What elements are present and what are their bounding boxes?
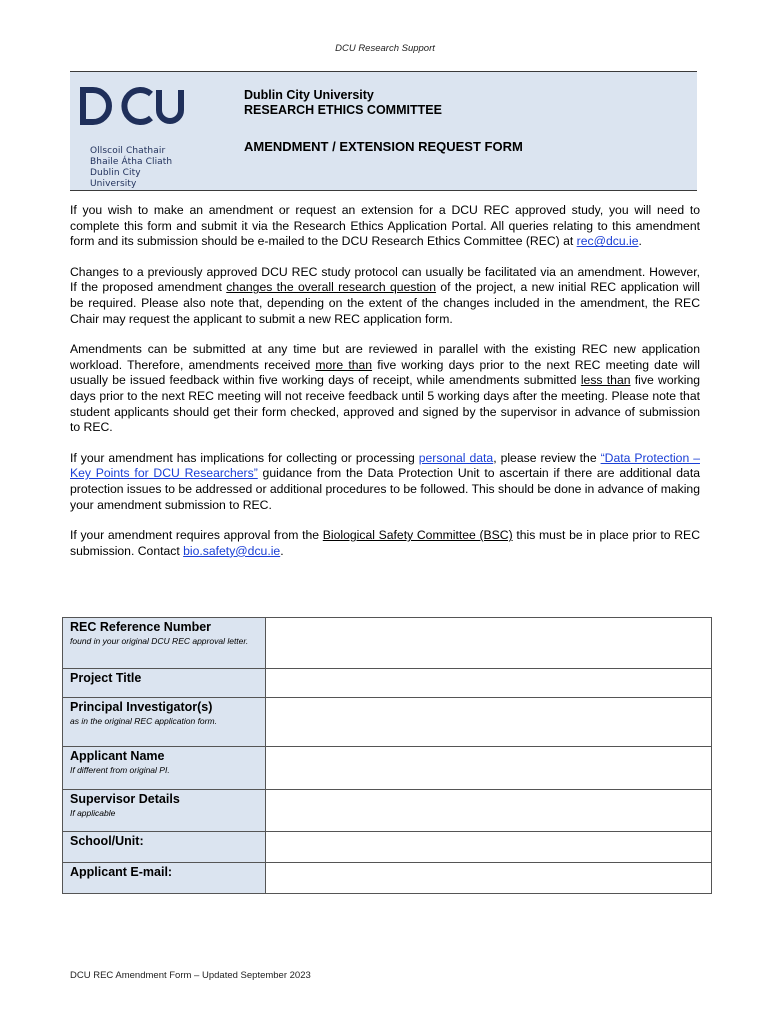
paragraph-submission: If you wish to make an amendment or request an extension for a DCU REC approved study, you will need to complete this form and submit it via the Research Ethics Application Portal. All queries relating to this amendment form and its submission should be e-mailed to the DCU Research Ethics Committee (REC) at rec@dcu.ie.	[70, 203, 700, 249]
personal-data-link[interactable]: personal data	[418, 450, 494, 465]
underlined-text: more than	[315, 357, 373, 372]
row-label: REC Reference Number found in your original DCU REC approval letter.	[63, 618, 266, 669]
instructions	[70, 203, 700, 574]
paragraph-data-protection: If your amendment has implications for collecting or processing personal data, please review the “Data Protection – Key Points for DCU Researchers” guidance from the Data Protection Unit to ascertain if there are additional data protection issues to be addressed or additional procedures to be followed. This should be done in advance of making your amendment submission to REC.	[70, 450, 700, 512]
rec-reference-field[interactable]	[266, 618, 712, 669]
running-header: DCU Research Support	[335, 43, 435, 54]
bio-safety-email-link[interactable]: bio.safety@dcu.ie	[183, 543, 281, 558]
underlined-text: less than	[580, 373, 631, 388]
data-protection-guidance-link[interactable]: “Data Protection – Key Points for DCU Researchers”	[70, 450, 700, 481]
paragraph-timing: Amendments can be submitted at any time but are reviewed in parallel with the existing REC new application workload. Therefore, amendments received more than five working days prior to the next REC meeting date will usually be issued feedback within five working days of receipt, while amendments submitted less than five working days prior to the next REC meeting will not receive feedback until 5 working days after the meeting. Please note that student applicants should get their form checked, approved and signed by the supervisor in advance of submission to REC.	[70, 342, 701, 435]
row-label: Project Title	[63, 669, 266, 698]
dcu-logo-mark	[79, 86, 185, 126]
table-row	[63, 698, 712, 747]
paragraph-biosafety: If your amendment requires approval from the Biological Safety Committee (BSC) this must be in place prior to REC submission. Contact bio.safety@dcu.ie.	[70, 528, 700, 558]
logo-line: Bhaile Átha Cliath	[90, 157, 173, 167]
row-label: Applicant Name If different from original PI.	[63, 747, 266, 790]
bsc-text: Biological Safety Committee (BSC)	[322, 528, 513, 543]
logo-caption	[90, 146, 185, 190]
underlined-text: changes the overall research question	[226, 280, 437, 295]
table-row	[63, 747, 712, 790]
committee-name: RESEARCH ETHICS COMMITTEE	[244, 103, 442, 117]
table-row	[63, 832, 712, 863]
table-row	[63, 790, 712, 832]
row-label: Supervisor Details If applicable	[63, 790, 266, 832]
applicant-details-table	[62, 617, 712, 894]
form-header-banner	[70, 71, 697, 191]
school-unit-field[interactable]	[266, 832, 712, 863]
row-label: School/Unit:	[63, 832, 266, 863]
applicant-name-field[interactable]	[266, 747, 712, 790]
logo-line: Ollscoil Chathair	[90, 146, 166, 156]
row-label: Applicant E-mail:	[63, 863, 266, 894]
table-row	[63, 618, 712, 669]
paragraph-changes: Changes to a previously approved DCU REC study protocol can usually be facilitated via an amendment. However, If the proposed amendment changes the overall research question of the project, a new initial REC application will be required. Please also note that, depending on the extent of the changes included in the amendment, the REC Chair may request the applicant to submit a new REC application form.	[70, 264, 700, 326]
logo-line: Dublin City University	[90, 168, 141, 189]
principal-investigator-field[interactable]	[266, 698, 712, 747]
banner-titles	[244, 88, 523, 154]
university-name: Dublin City University	[244, 88, 374, 102]
row-label: Principal Investigator(s) as in the original REC application form.	[63, 698, 266, 747]
project-title-field[interactable]	[266, 669, 712, 698]
page-footer: DCU REC Amendment Form – Updated September 2023	[70, 970, 311, 981]
applicant-email-field[interactable]	[266, 863, 712, 894]
form-title: AMENDMENT / EXTENSION REQUEST FORM	[244, 139, 523, 154]
table-row	[63, 669, 712, 698]
table-row	[63, 863, 712, 894]
supervisor-details-field[interactable]	[266, 790, 712, 832]
dcu-logo	[79, 86, 185, 189]
rec-email-link[interactable]: rec@dcu.ie	[576, 234, 639, 249]
